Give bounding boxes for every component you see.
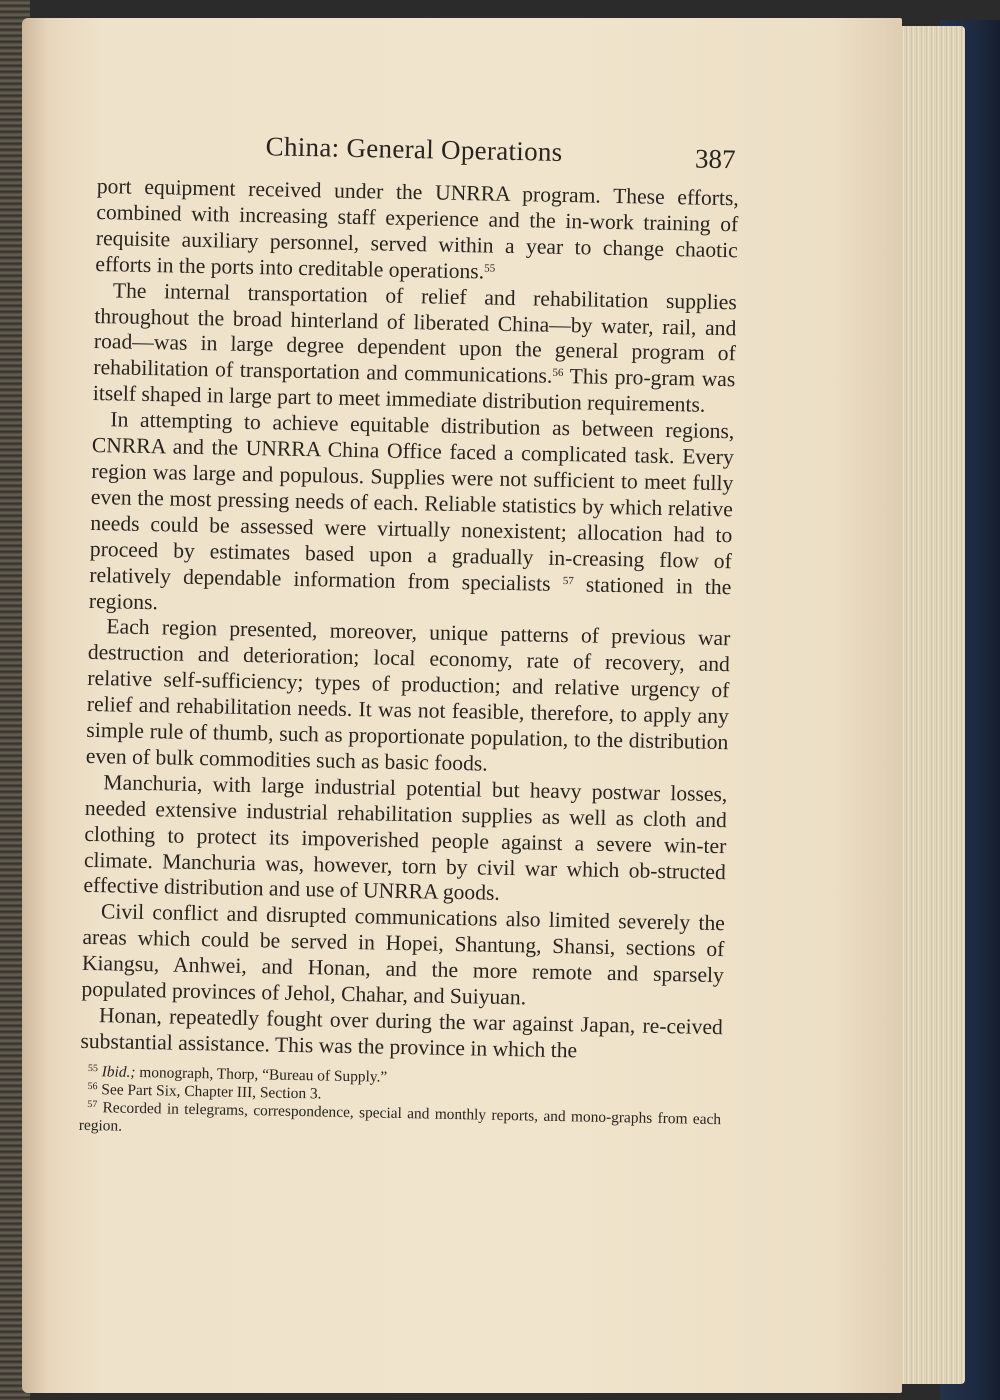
paragraph-continuation (95, 174, 739, 290)
paragraph-text: Manchuria, with large industrial potential but heavy postwar losses, needed extensive industrial rehabilitation supplies as well as cloth and clothing to protect its impoverished people against a severe win-ter climate. Manchuria was, however, torn by civil war which ob-structed effective distribution and use of UNRRA goods. (83, 770, 728, 906)
paragraph-text: Civil conflict and disrupted communications also limited severely the areas which could be served in Hopei, Shantung, Shansi, sections of Kiangsu, Anhwei, and Honan, and the more remote and sparsely populated provinces of Jehol, Chahar, and Suiyuan. (81, 899, 726, 1010)
paragraph-text: port equipment received under the UNRRA program. These efforts, combined with increasing staff experience and the in-work training of requisite auxiliary personnel, served within a year to change chaotic efforts in the ports into creditable operations. (95, 173, 739, 284)
paragraph (83, 770, 727, 912)
footnote-number: 56 (87, 1080, 98, 1093)
footnote-number: 55 (87, 1062, 99, 1074)
footnote-text: See Part Six, Chapter III, Section 3. (101, 1081, 322, 1103)
footnote-ref: 56 (552, 367, 564, 380)
footnote-ref: 57 (562, 574, 574, 587)
page-number: 387 (694, 143, 736, 175)
paragraph (80, 1003, 723, 1067)
paragraph-text: In attempting to achieve equitable distribution as between regions, CNRRA and the UNRRA China Office faced a complicated task. Every region was large and populous. Supplies were not sufficient to meet fully even the most pressing needs of each. Reliable statistics by which relative needs could be assessed were virtually nonexistent; allocation had to proceed by estimates based upon a gradually in-creasing flow of relatively dependable information from specialists (89, 407, 735, 596)
paragraph (81, 899, 725, 1015)
footnote-ref: 55 (484, 262, 496, 275)
paragraph-text: stationed in the regions. (88, 571, 732, 614)
paragraph (86, 614, 731, 782)
footnote-italic: Ibid.; (101, 1063, 136, 1081)
page-text (79, 128, 740, 1148)
paragraph (89, 407, 735, 627)
paragraph (93, 278, 737, 420)
footnote-text: Recorded in telegrams, correspondence, special and monthly reports, and mono-graphs from each region. (78, 1099, 722, 1136)
paragraph-text: The internal transportation of relief and rehabilitation supplies throughout the broad hinterland of liberated China—by water, rail, and road—was in large degree dependent upon the general program of rehabilitation of transportation and communications. (93, 277, 738, 389)
footnote-text: monograph, Thorp, “Bureau of Supply.” (135, 1063, 388, 1086)
footnote-number: 57 (87, 1099, 98, 1111)
footnotes (79, 1063, 722, 1148)
paragraph-text: Honan, repeatedly fought over during the war against Japan, re-ceived substantial assistance. This was the province in which the (80, 1003, 724, 1063)
paragraph-text: Each region presented, moreover, unique patterns of previous war destruction and deterioration; local economy, rate of recovery, and relative self-sufficiency; types of production; and relative urgency of relief and rehabilitation needs. It was not feasible, therefore, to apply any simple rule of thumb, such as proportionate population, to the distribution even of bulk commodities such as basic foods. (85, 614, 731, 776)
running-title: China: General Operations (265, 131, 563, 167)
paragraph-text: This pro-gram was itself shaped in large part to meet immediate distribution requirements. (92, 364, 736, 417)
